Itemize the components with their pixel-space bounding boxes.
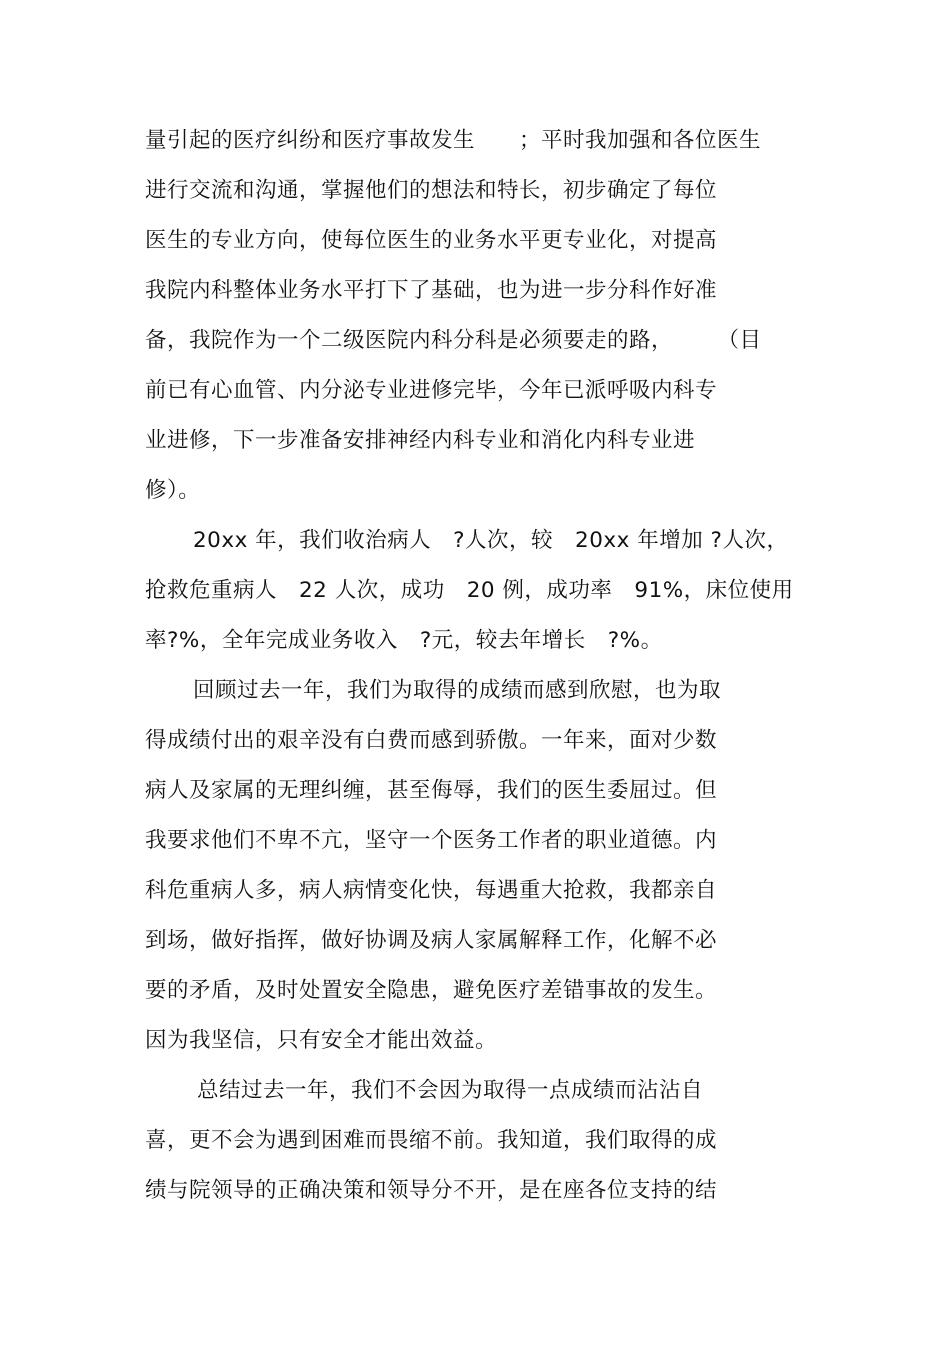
text-line: 医生的专业方向，使每位医生的业务水平更专业化，对提高 <box>145 228 718 253</box>
text-line: 业进修，下一步准备安排神经内科专业和消化内科专业进 <box>145 428 696 453</box>
text-line: 20xx 年，我们收治病人 ?人次，较 20xx 年增加 ?人次， <box>193 528 789 553</box>
text-line: 回顾过去一年，我们为取得的成绩而感到欣慰，也为取 <box>193 678 722 703</box>
text-line: 修）。 <box>145 478 201 503</box>
text-line: 喜，更不会为遇到困难而畏缩不前。我知道，我们取得的成 <box>145 1128 718 1153</box>
text-line: 抢救危重病人 22 人次，成功 20 例，成功率 91%，床位使用 <box>145 578 794 603</box>
text-line: 因为我坚信，只有安全才能出效益。 <box>145 1028 498 1053</box>
text-line: 率?%，全年完成业务收入 ?元，较去年增长 ?%。 <box>145 628 663 653</box>
text-line: 病人及家属的无理纠缠，甚至侮辱，我们的医生委屈过。但 <box>145 778 718 803</box>
text-line: 科危重病人多，病人病情变化快，每遇重大抢救，我都亲自 <box>145 878 718 903</box>
text-line: 我要求他们不卑不亢，坚守一个医务工作者的职业道德。内 <box>145 828 718 853</box>
text-line: 前已有心血管、内分泌专业进修完毕，今年已派呼吸内科专 <box>145 378 718 403</box>
text-line: 总结过去一年，我们不会因为取得一点成绩而沾沾自 <box>197 1078 704 1103</box>
text-line: 量引起的医疗纠纷和医疗事故发生 ；平时我加强和各位医生 <box>145 128 762 153</box>
text-line: 绩与院领导的正确决策和领导分不开，是在座各位支持的结 <box>145 1178 718 1203</box>
text-line: 我院内科整体业务水平打下了基础，也为进一步分科作好准 <box>145 278 718 303</box>
text-line: 得成绩付出的艰辛没有白费而感到骄傲。一年来，面对少数 <box>145 728 718 753</box>
text-line: 要的矛盾，及时处置安全隐患，避免医疗差错事故的发生。 <box>145 978 718 1003</box>
text-line: 进行交流和沟通，掌握他们的想法和特长，初步确定了每位 <box>145 178 718 203</box>
text-line: 备，我院作为一个二级医院内科分科是必须要走的路， （目 <box>145 328 762 353</box>
text-line: 到场，做好指挥，做好协调及病人家属解释工作，化解不必 <box>145 928 718 953</box>
